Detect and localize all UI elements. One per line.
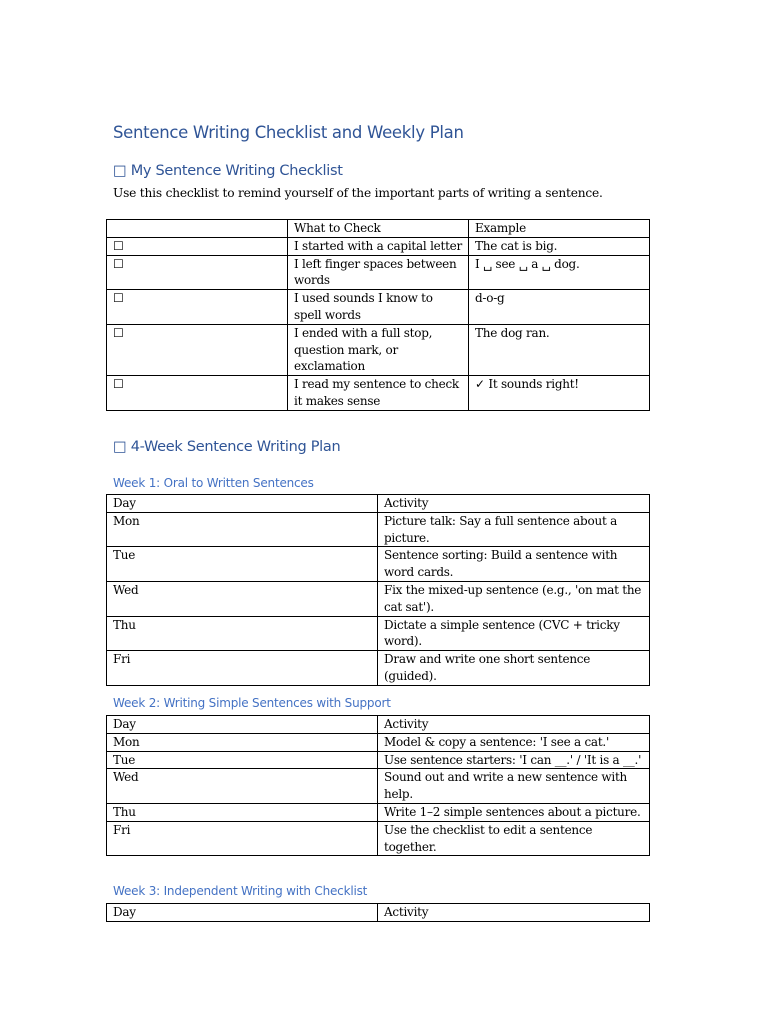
day-cell: Mon xyxy=(107,733,378,751)
activity-cell: Fix the mixed-up sentence (e.g., 'on mat the cat sat'). xyxy=(378,581,650,616)
day-cell: Wed xyxy=(107,581,378,616)
week-2-table xyxy=(106,715,650,856)
plan-heading: □ 4-Week Sentence Writing Plan xyxy=(113,439,341,455)
activity-cell: Draw and write one short sentence (guided). xyxy=(378,651,650,686)
header-cell: Activity xyxy=(378,904,650,922)
table-row xyxy=(107,255,650,290)
table-header-row xyxy=(107,716,650,734)
header-cell: Day xyxy=(107,904,378,922)
checkbox[interactable]: ☐ xyxy=(107,255,288,290)
check-example: ✓ It sounds right! xyxy=(469,376,650,411)
day-cell: Fri xyxy=(107,651,378,686)
activity-cell: Picture talk: Say a full sentence about a picture. xyxy=(378,512,650,547)
day-cell: Tue xyxy=(107,751,378,769)
checklist-heading: □ My Sentence Writing Checklist xyxy=(113,163,343,179)
week-3-title: Week 3: Independent Writing with Checklist xyxy=(113,884,368,898)
day-cell: Fri xyxy=(107,821,378,856)
check-item: I ended with a full stop, question mark, or exclamation xyxy=(288,324,469,375)
table-header-row xyxy=(107,495,650,513)
activity-cell: Use the checklist to edit a sentence together. xyxy=(378,821,650,856)
table-header-row xyxy=(107,904,650,922)
check-example: I ␣ see ␣ a ␣ dog. xyxy=(469,255,650,290)
week-3-table xyxy=(106,903,650,922)
document-title: Sentence Writing Checklist and Weekly Plan xyxy=(113,123,464,142)
header-cell: Day xyxy=(107,495,378,513)
check-example: d-o-g xyxy=(469,290,650,325)
header-cell: Day xyxy=(107,716,378,734)
header-cell xyxy=(107,220,288,238)
checklist-table xyxy=(106,219,650,411)
checkbox[interactable]: ☐ xyxy=(107,290,288,325)
check-item: I read my sentence to check it makes sense xyxy=(288,376,469,411)
table-row xyxy=(107,751,650,769)
week-1-table xyxy=(106,494,650,686)
checklist-intro: Use this checklist to remind yourself of the important parts of writing a sentence. xyxy=(113,186,603,200)
week-2-title: Week 2: Writing Simple Sentences with Support xyxy=(113,696,391,710)
table-row xyxy=(107,547,650,582)
table-row xyxy=(107,733,650,751)
check-item: I left finger spaces between words xyxy=(288,255,469,290)
header-cell: What to Check xyxy=(288,220,469,238)
table-row xyxy=(107,512,650,547)
activity-cell: Model & copy a sentence: 'I see a cat.' xyxy=(378,733,650,751)
day-cell: Tue xyxy=(107,547,378,582)
activity-cell: Use sentence starters: 'I can __.' / 'It is a __.' xyxy=(378,751,650,769)
checkbox[interactable]: ☐ xyxy=(107,376,288,411)
checkbox[interactable]: ☐ xyxy=(107,237,288,255)
header-cell: Activity xyxy=(378,716,650,734)
activity-cell: Sentence sorting: Build a sentence with word cards. xyxy=(378,547,650,582)
table-header-row xyxy=(107,220,650,238)
activity-cell: Write 1–2 simple sentences about a picture. xyxy=(378,803,650,821)
day-cell: Wed xyxy=(107,769,378,804)
header-cell: Activity xyxy=(378,495,650,513)
table-row xyxy=(107,803,650,821)
table-row xyxy=(107,324,650,375)
day-cell: Thu xyxy=(107,803,378,821)
check-item: I used sounds I know to spell words xyxy=(288,290,469,325)
day-cell: Thu xyxy=(107,616,378,651)
table-row xyxy=(107,237,650,255)
table-row xyxy=(107,769,650,804)
table-row xyxy=(107,651,650,686)
table-row xyxy=(107,821,650,856)
check-example: The cat is big. xyxy=(469,237,650,255)
table-row xyxy=(107,616,650,651)
header-cell: Example xyxy=(469,220,650,238)
activity-cell: Sound out and write a new sentence with help. xyxy=(378,769,650,804)
table-row xyxy=(107,290,650,325)
check-example: The dog ran. xyxy=(469,324,650,375)
table-row xyxy=(107,581,650,616)
check-item: I started with a capital letter xyxy=(288,237,469,255)
activity-cell: Dictate a simple sentence (CVC + tricky word). xyxy=(378,616,650,651)
table-row xyxy=(107,376,650,411)
day-cell: Mon xyxy=(107,512,378,547)
week-1-title: Week 1: Oral to Written Sentences xyxy=(113,476,314,490)
checkbox[interactable]: ☐ xyxy=(107,324,288,375)
